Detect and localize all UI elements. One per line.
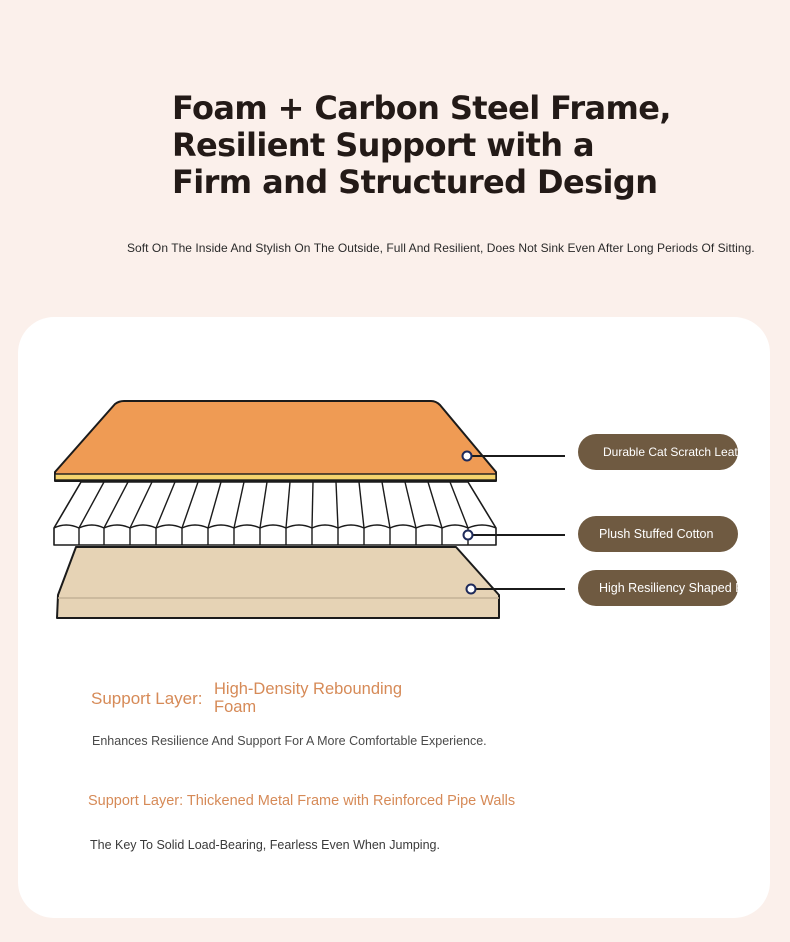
foam-layer-shape <box>57 547 499 618</box>
metal-frame-description: The Key To Solid Load-Bearing, Fearless Even When Jumping. <box>90 838 440 852</box>
support-layer-value: High-Density Rebounding Foam <box>214 680 403 716</box>
label-top-fabric-layer: Durable Cat Scratch Leather <box>578 434 738 470</box>
headline-block <box>172 89 671 201</box>
callout-dot-3 <box>467 585 476 594</box>
subtitle: Soft On The Inside And Stylish On The Outside, Full And Resilient, Does Not Sink Even After Long Periods Of Sitting. <box>127 241 755 255</box>
page-title <box>172 89 671 201</box>
cotton-layer-shape <box>54 482 496 545</box>
support-layer-title: Support Layer: <box>91 689 203 708</box>
metal-frame-title: Support Layer: Thickened Metal Frame with Reinforced Pipe Walls <box>88 793 516 809</box>
callout-dot-2 <box>464 531 473 540</box>
top-fabric-layer-shape <box>55 401 496 481</box>
title-line-1: Foam + Carbon Steel Frame, <box>172 89 671 127</box>
layers-diagram <box>18 317 770 918</box>
title-line-2: Resilient Support with a <box>172 126 595 164</box>
layers-card <box>18 317 770 918</box>
support-layer-description: Enhances Resilience And Support For A More Comfortable Experience. <box>92 734 487 748</box>
callout-dot-1 <box>463 452 472 461</box>
title-line-3: Firm and Structured Design <box>172 163 658 201</box>
label-cotton-layer: Plush Stuffed Cotton <box>578 516 738 552</box>
label-foam-layer: High Resiliency Shaped Foam <box>578 570 738 606</box>
